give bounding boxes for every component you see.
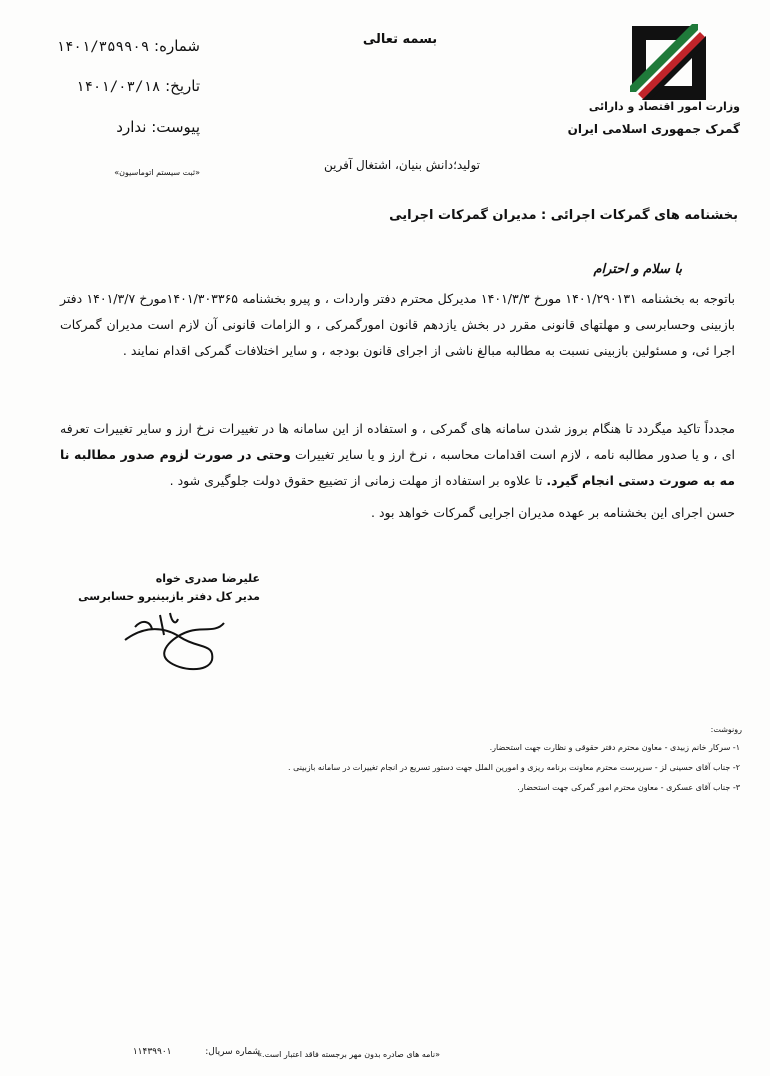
bismillah: بسمه تعالی (362, 32, 438, 47)
cc-item: ۱- سرکار خانم زبیدی - معاون محترم دفتر حقوقی و نظارت جهت استحضار. (489, 743, 740, 752)
signatory-name: علیرضا صدری خواه (155, 572, 260, 585)
serial-number (70, 1047, 260, 1057)
cc-item: ۲- جناب آقای حسینی لز - سرپرست محترم معاونت برنامه ریزی و امورین الملل جهت دستور تسریع در انجام تغییرات در سامانه بازبینی . (288, 763, 740, 772)
slogan: تولید؛دانش بنیان، اشتغال آفرین (324, 158, 480, 172)
body-paragraph-2-emphasis: وحتی در صورت لزوم صدور مطالبه نا مه به صورت دستی انجام گیرد. (60, 447, 735, 488)
letter-attachment-label: پیوست: (151, 118, 200, 136)
letter-date-label: تاریخ: (165, 77, 200, 95)
customs-logo-icon (628, 22, 710, 104)
footer-note: «نامه های صادره بدون مهر برجسته فاقد اعتبار است.» (257, 1050, 440, 1059)
ministry-name: وزارت امور اقتصاد و دارائی (588, 100, 740, 113)
customs-name: گمرک جمهوری اسلامی ایران (567, 122, 740, 136)
cc-item: ۳- جناب آقای عسکری - معاون محترم امور گمرکی جهت استحضار. (517, 783, 740, 792)
signature-icon (120, 605, 230, 675)
letter-date (30, 77, 200, 95)
body-paragraph-3: حسن اجرای این بخشنامه بر عهده مدیران اجرایی گمرکات خواهد بود . (371, 505, 735, 520)
body-paragraph-1: باتوجه به بخشنامه ۱۴۰۱/۲۹۰۱۳۱ مورخ ۱۴۰۱/۳/۳ مدیرکل محترم دفتر واردات ، و پیرو بخشنامه ۱۴۰۱/۳۰۳۳۶۵مورخ ۱۴۰۱/۳/۷ دفتر بازبینی وحسابرسی و مهلتهای قانونی مقرر در بخش یازدهم قانون امورگمرکی ، و الزامات قانونی آن لازم است مدیران گمرکات اجرا ئی، و مسئولین بازبینی نسبت به مطالبه مبالغ ناشی از اجرای قانون بودجه ، و سایر اختلافات گمرکی اقدام نمایند . (60, 291, 735, 358)
letter-attachment (30, 118, 200, 136)
signatory-title: مدیر کل دفتر بازبینیرو حسابرسی (78, 590, 260, 603)
subject-line: بخشنامه های گمرکات اجرائی : مدیران گمرکات اجرایی (389, 208, 738, 223)
serial-value: ۱۱۴۳۹۹۰۱ (132, 1047, 172, 1057)
cc-heading: رونوشت: (710, 725, 742, 734)
letter-date-value: ۱۴۰۱/۰۳/۱۸ (76, 79, 161, 95)
letter-number (30, 37, 200, 55)
body-paragraph-2 (60, 416, 735, 494)
body-paragraph-2-start: مجدداً تاکید میگردد تا هنگام بروز شدن سامانه های گمرکی ، و استفاده از این سامانه ها در تغییرات نرخ ارز و سایر تغییرات تعرفه ای ، و یا صدور مطالبه نامه ، لازم است اقدامات محاسبه ، نرخ ارز و یا سایر تغییرات (60, 421, 735, 462)
letter-attachment-value: ندارد (116, 118, 147, 136)
serial-label: شماره سریال: (205, 1047, 260, 1057)
body-paragraph-2-end: تا علاوه بر استفاده از مهلت زمانی از تضییع حقوق دولت جلوگیری شود . (169, 473, 543, 488)
system-note: «ثبت سیستم اتوماسیون» (114, 168, 200, 177)
letter-number-value: ۱۴۰۱/۳۵۹۹۰۹ (56, 39, 150, 55)
greeting: با سلام و احترام (593, 262, 682, 277)
letter-number-label: شماره: (154, 37, 200, 55)
